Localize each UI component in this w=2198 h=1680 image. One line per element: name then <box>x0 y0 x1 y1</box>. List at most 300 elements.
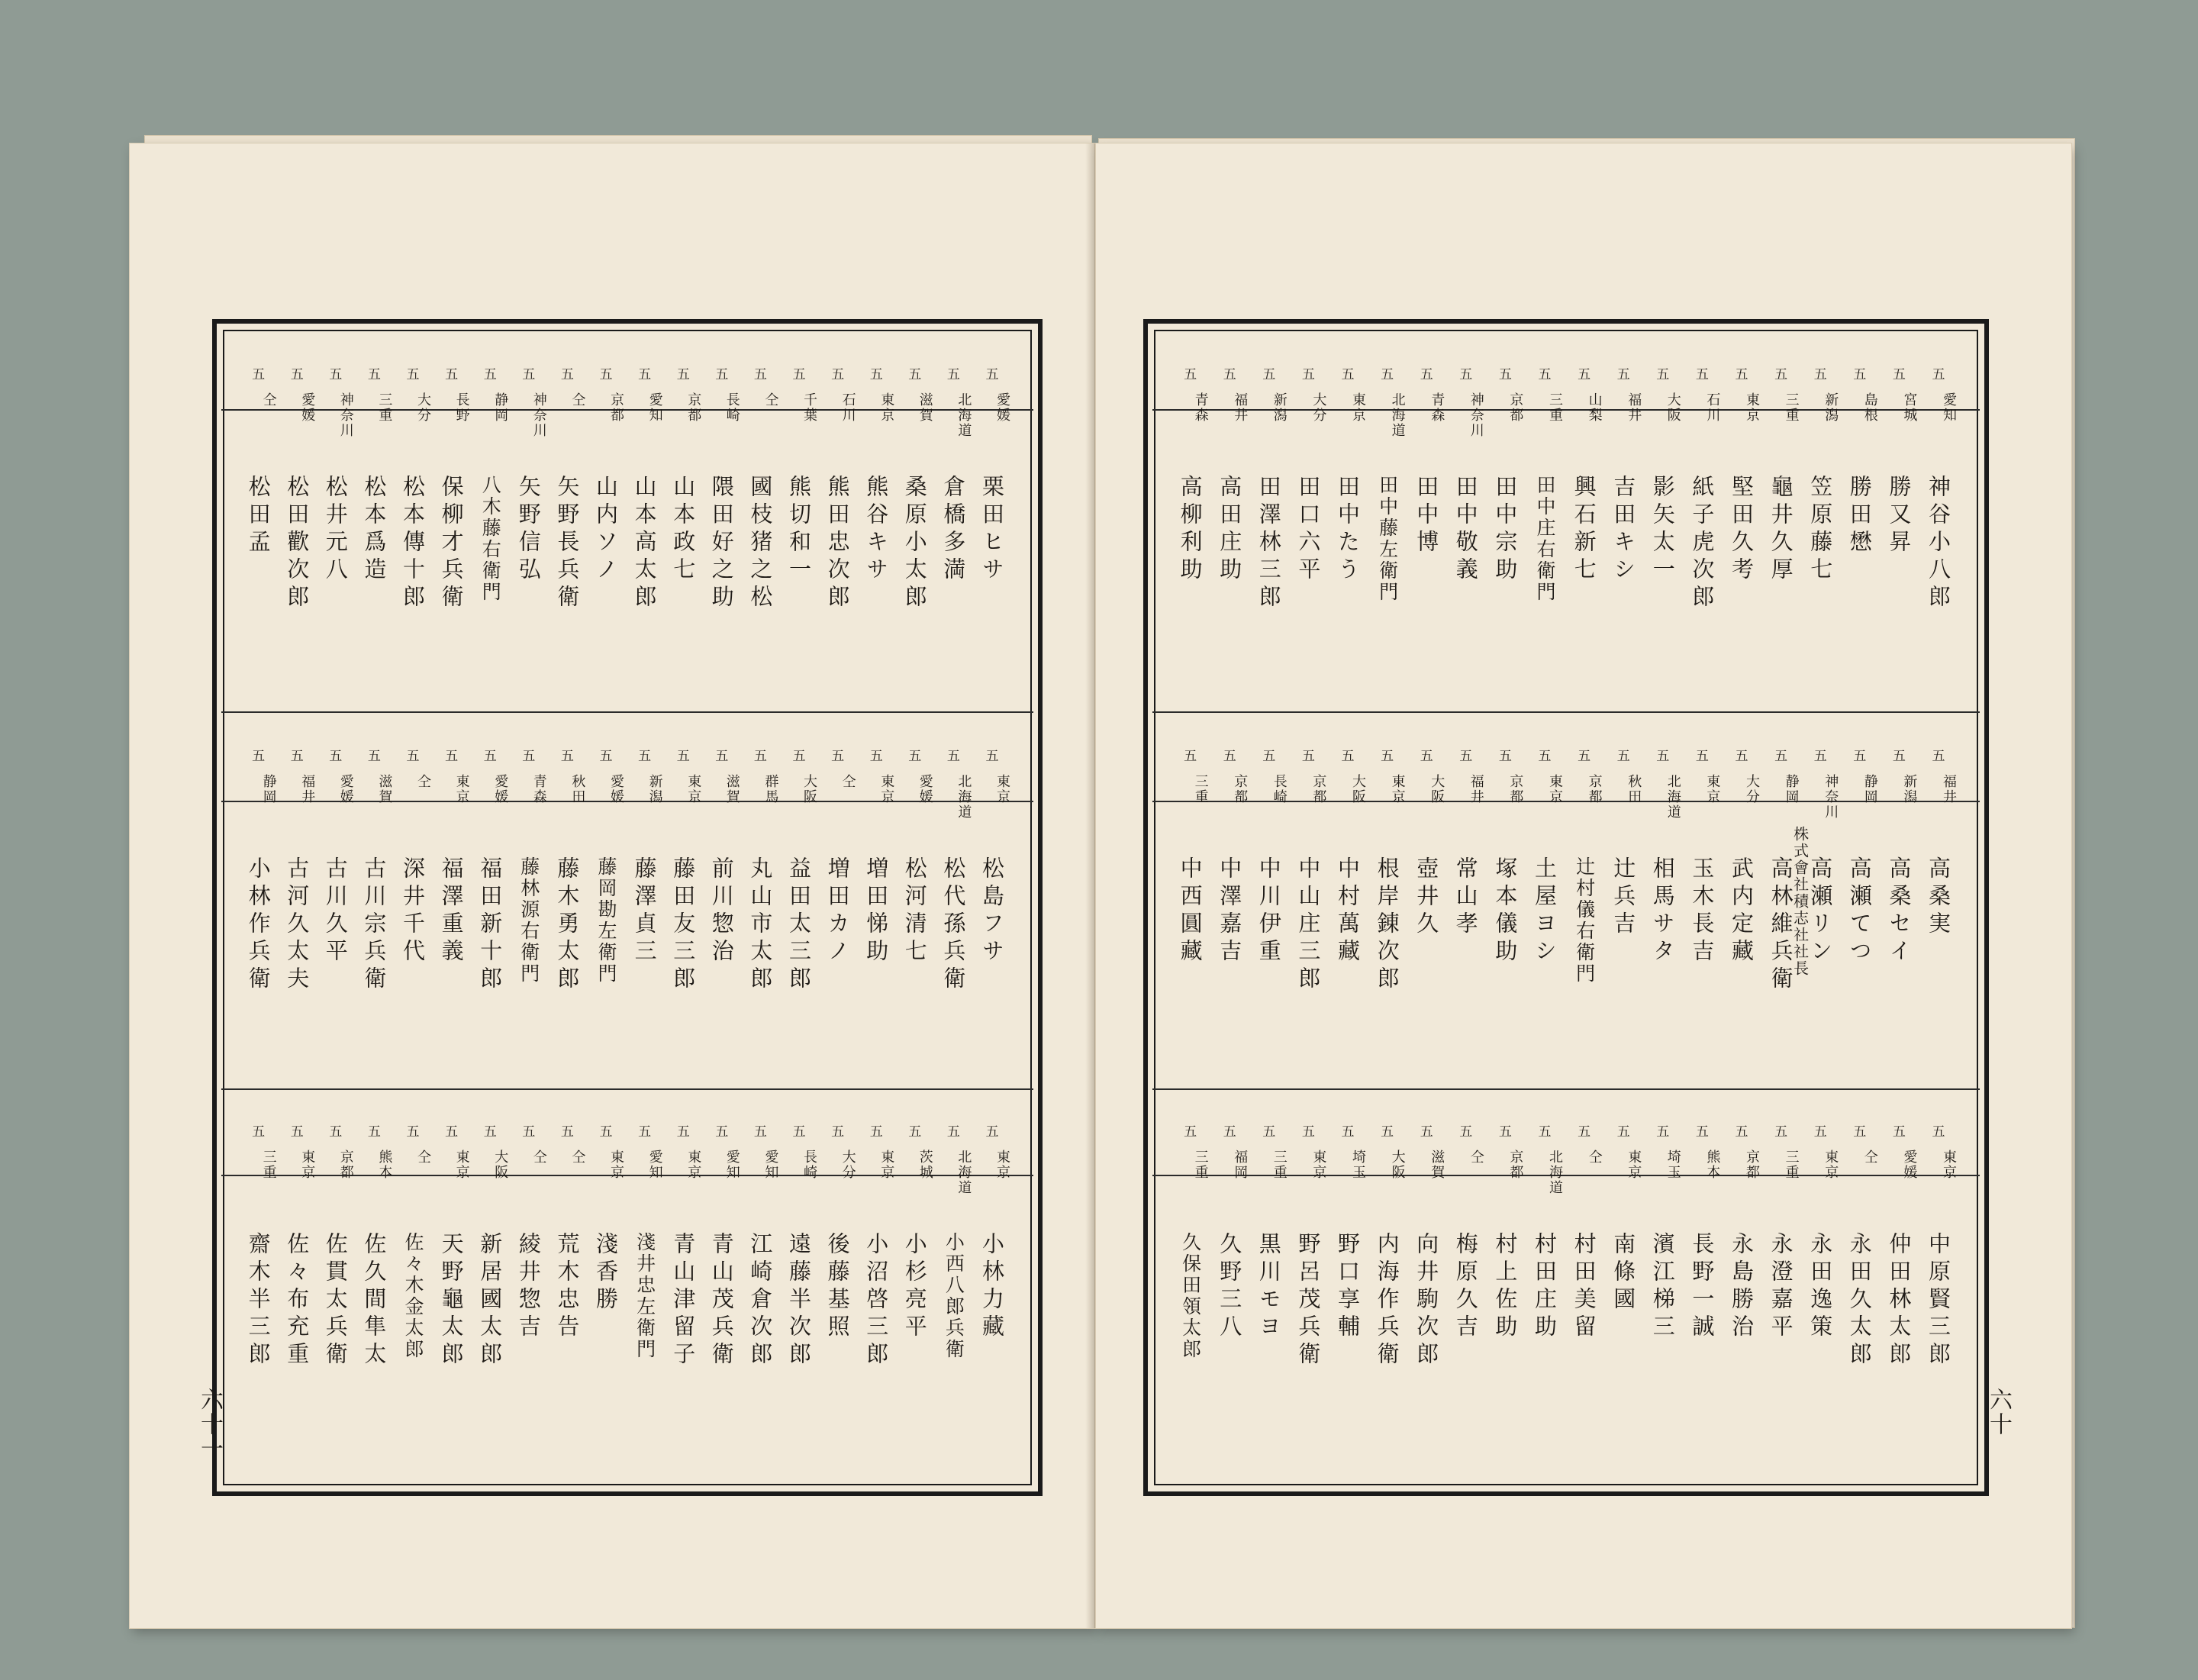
entry-name: 佐貫太兵衛 <box>322 1232 349 1369</box>
prefecture-text: 東京 <box>685 774 702 805</box>
prefecture-text: 愛知 <box>646 392 663 423</box>
prefecture-text: 東京 <box>1547 774 1563 805</box>
prefecture-text: 新潟 <box>1823 392 1839 423</box>
prefecture-text: 仝 <box>1861 1150 1878 1165</box>
entry-prefecture <box>1249 774 1289 805</box>
entry-prefecture <box>933 774 973 820</box>
entry-number: 五 <box>560 1124 574 1140</box>
entry-column <box>1328 1117 1368 1476</box>
entry-number: 五 <box>676 1124 690 1140</box>
entry-prefecture <box>856 392 896 423</box>
entry-name: 田中宗助 <box>1492 475 1519 585</box>
entry-column <box>625 1117 665 1476</box>
entry-name: 前川惣治 <box>708 856 735 966</box>
entry-name: 藤岡勘左衛門 <box>595 856 617 985</box>
prefecture-text: 熊本 <box>376 1150 393 1180</box>
entry-name: 松田孟 <box>245 475 272 557</box>
entry-name: 内海作兵衛 <box>1374 1232 1400 1369</box>
entry-name: 田中敬義 <box>1452 475 1479 585</box>
entry-column <box>1485 360 1525 711</box>
entry-name: 高瀬てつ <box>1846 856 1873 966</box>
entry-number: 五 <box>1774 367 1788 382</box>
entry-number: 五 <box>483 1124 497 1140</box>
rule <box>221 711 1033 713</box>
entry-prefecture <box>856 774 896 805</box>
entry-prefecture <box>1840 392 1880 423</box>
entry-column <box>393 360 433 711</box>
prefecture-text: 京都 <box>608 392 624 423</box>
entry-prefecture <box>1171 774 1210 805</box>
entry-name: 隈田好之助 <box>708 475 735 612</box>
entry-prefecture <box>547 774 587 805</box>
entry-prefecture <box>1446 1150 1486 1165</box>
entry-column <box>1210 360 1249 711</box>
entry-prefecture <box>972 1150 1012 1180</box>
entry-column <box>625 742 665 1085</box>
entry-prefecture <box>818 774 858 789</box>
entry-number: 五 <box>1656 367 1670 382</box>
entry-number: 五 <box>1459 367 1473 382</box>
prefecture-text: 千葉 <box>801 392 817 423</box>
entry-column <box>818 1117 858 1476</box>
entry-prefecture <box>277 774 317 805</box>
entry-name: 村田庄助 <box>1532 1232 1558 1342</box>
prefecture-text: 神奈川 <box>1468 392 1484 438</box>
entry-number: 五 <box>985 749 999 764</box>
entry-column <box>1682 1117 1722 1476</box>
prefecture-text: 三重 <box>376 392 393 423</box>
entry-prefecture <box>239 774 279 805</box>
entry-number: 五 <box>715 749 729 764</box>
entry-name: 保柳才兵衛 <box>438 475 465 612</box>
entry-number: 五 <box>1616 749 1630 764</box>
entry-prefecture <box>779 774 819 805</box>
entry-number: 五 <box>1301 1124 1315 1140</box>
prefecture-text: 秋田 <box>1626 774 1642 805</box>
entry-prefecture <box>740 392 780 408</box>
entry-name: 田中博 <box>1413 475 1440 557</box>
prefecture-text: 福井 <box>1941 774 1957 805</box>
entry-prefecture <box>1919 774 1958 805</box>
entry-prefecture <box>1761 1150 1801 1180</box>
entry-number: 五 <box>560 367 574 382</box>
entry-prefecture <box>933 392 973 438</box>
entry-number: 五 <box>1695 749 1709 764</box>
entry-name: 山本政七 <box>670 475 697 585</box>
entry-number: 五 <box>831 749 845 764</box>
entry-name: 古川宗兵衛 <box>361 856 388 994</box>
entry-prefecture <box>1407 1150 1446 1180</box>
prefecture-text: 滋賀 <box>917 392 933 423</box>
left-page <box>130 143 1094 1628</box>
entry-column <box>316 1117 356 1476</box>
entry-name: 小杉亮平 <box>901 1232 928 1342</box>
entry-prefecture <box>1879 1150 1919 1180</box>
entry-number: 五 <box>329 749 343 764</box>
prefecture-text: 静岡 <box>1861 774 1878 805</box>
entry-prefecture <box>470 392 510 423</box>
entry-number: 五 <box>290 749 304 764</box>
entry-number: 五 <box>1774 1124 1788 1140</box>
entry-number: 五 <box>831 367 845 382</box>
entry-column <box>586 742 626 1085</box>
entry-number: 五 <box>406 749 420 764</box>
entry-number: 五 <box>252 367 266 382</box>
entry-column <box>470 360 510 711</box>
entry-name: 中西圓藏 <box>1177 856 1204 966</box>
entry-number: 五 <box>1853 749 1867 764</box>
entry-prefecture <box>1800 774 1840 820</box>
left-block-2 <box>221 742 1033 1085</box>
entry-number: 五 <box>1184 749 1197 764</box>
prefecture-text: 京都 <box>1310 774 1327 805</box>
entry-name: 高瀬リン <box>1807 856 1834 966</box>
entry-name: 江崎倉次郎 <box>747 1232 774 1369</box>
entry-name: 笠原藤七 <box>1807 475 1834 585</box>
prefecture-text: 大阪 <box>492 1150 509 1180</box>
entry-column <box>1525 1117 1565 1476</box>
entry-name: 八木藤右衛門 <box>479 475 502 603</box>
entry-name: 高田庄助 <box>1217 475 1243 585</box>
entry-column <box>432 360 472 711</box>
entry-prefecture <box>933 1150 973 1195</box>
entry-name: 青山茂兵衛 <box>708 1232 735 1369</box>
entry-column <box>1328 742 1368 1085</box>
entry-number: 五 <box>908 367 922 382</box>
prefecture-text: 仝 <box>569 1150 586 1165</box>
entry-number: 五 <box>1538 367 1552 382</box>
entry-prefecture <box>972 392 1012 423</box>
entry-prefecture <box>547 392 587 408</box>
prefecture-text: 愛媛 <box>337 774 354 805</box>
entry-prefecture <box>586 392 626 423</box>
entry-column <box>779 742 819 1085</box>
entry-name: 松代孫兵衛 <box>940 856 967 994</box>
entry-name: 高桑セイ <box>1886 856 1913 966</box>
entry-number: 五 <box>1735 1124 1748 1140</box>
entry-number: 五 <box>1184 1124 1197 1140</box>
entry-number: 五 <box>1853 367 1867 382</box>
prefecture-text: 仝 <box>530 1150 547 1165</box>
prefecture-text: 大分 <box>415 392 431 423</box>
prefecture-text: 神奈川 <box>1823 774 1839 820</box>
entry-name: 堅田久考 <box>1729 475 1755 585</box>
prefecture-text: 愛知 <box>646 1150 663 1180</box>
entry-prefecture <box>239 392 279 408</box>
entry-column <box>1565 742 1604 1085</box>
entry-name: 久野三八 <box>1217 1232 1243 1342</box>
entry-number: 五 <box>599 367 613 382</box>
entry-column <box>1368 360 1407 711</box>
entry-name: 田口六平 <box>1295 475 1322 585</box>
entry-number: 五 <box>1578 1124 1591 1140</box>
entry-number: 五 <box>290 1124 304 1140</box>
entry-prefecture <box>1525 1150 1565 1195</box>
entry-number: 五 <box>1616 1124 1630 1140</box>
entry-column <box>818 360 858 711</box>
entry-name: 藤林源右衛門 <box>517 856 540 985</box>
entry-prefecture <box>1603 774 1643 805</box>
entry-prefecture <box>895 774 935 805</box>
entry-prefecture <box>509 392 549 438</box>
entry-prefecture <box>432 392 472 423</box>
prefecture-text: 神奈川 <box>337 392 354 438</box>
entry-number: 五 <box>1301 367 1315 382</box>
entry-name: 辻兵吉 <box>1610 856 1637 939</box>
entry-prefecture <box>818 392 858 423</box>
entry-prefecture <box>972 774 1012 805</box>
entry-number: 五 <box>445 367 459 382</box>
left-folio: 六十一 <box>196 1388 223 1461</box>
entry-name: 向井駒次郎 <box>1413 1232 1440 1369</box>
entry-number: 五 <box>1498 749 1512 764</box>
entry-prefecture <box>1210 392 1249 423</box>
entry-name: 久保田領太郎 <box>1179 1232 1202 1360</box>
left-frame <box>212 319 1043 1496</box>
entry-prefecture <box>1643 1150 1683 1180</box>
prefecture-text: 神奈川 <box>530 392 547 438</box>
entry-column <box>239 360 279 711</box>
entry-name: 栗田ヒサ <box>979 475 1005 585</box>
entry-number: 五 <box>676 367 690 382</box>
entry-prefecture <box>663 1150 703 1180</box>
entry-column <box>1288 742 1328 1085</box>
entry-number: 五 <box>638 1124 652 1140</box>
entry-number: 五 <box>1813 367 1827 382</box>
entry-prefecture <box>1525 392 1565 423</box>
entry-number: 五 <box>406 367 420 382</box>
entry-column <box>1919 360 1958 711</box>
entry-column <box>1643 742 1683 1085</box>
entry-prefecture <box>1879 392 1919 423</box>
entry-prefecture <box>1288 774 1328 805</box>
entry-name: 福澤重義 <box>438 856 465 966</box>
entry-prefecture <box>1879 774 1919 805</box>
prefecture-text: 長崎 <box>1271 774 1288 805</box>
right-block-3 <box>1152 1117 1980 1476</box>
entry-column <box>1288 360 1328 711</box>
entry-number: 五 <box>1341 749 1355 764</box>
prefecture-text: 東京 <box>878 392 895 423</box>
entry-number: 五 <box>1301 749 1315 764</box>
entry-column <box>972 360 1012 711</box>
entry-name: 青山津留子 <box>670 1232 697 1369</box>
entry-prefecture <box>1643 392 1683 423</box>
entry-name: 塚本儀助 <box>1492 856 1519 966</box>
entry-prefecture <box>1761 774 1801 805</box>
entry-prefecture <box>1210 774 1249 805</box>
entry-name: 龜井久厚 <box>1768 475 1794 585</box>
entry-name: 淺井忠左衛門 <box>633 1232 656 1360</box>
prefecture-text: 静岡 <box>492 392 509 423</box>
entry-column <box>1249 360 1289 711</box>
entry-column <box>1565 360 1604 711</box>
right-page <box>1096 143 2071 1628</box>
entry-column <box>547 360 587 711</box>
entry-column <box>933 1117 973 1476</box>
entry-column <box>432 742 472 1085</box>
entry-number: 五 <box>1381 1124 1394 1140</box>
entry-name: 吉田キシ <box>1610 475 1637 585</box>
entry-prefecture <box>432 774 472 805</box>
entry-number: 五 <box>560 749 574 764</box>
prefecture-text: 北海道 <box>1665 774 1681 820</box>
entry-name: 藤田友三郎 <box>670 856 697 994</box>
prefecture-text: 長崎 <box>724 392 740 423</box>
entry-number: 五 <box>946 749 960 764</box>
entry-number: 五 <box>831 1124 845 1140</box>
entry-name: 永田逸策 <box>1807 1232 1834 1342</box>
entry-prefecture <box>1328 392 1368 423</box>
entry-number: 五 <box>985 1124 999 1140</box>
entry-number: 五 <box>792 367 806 382</box>
entry-name: 土屋ヨシ <box>1532 856 1558 966</box>
entry-number: 五 <box>869 749 883 764</box>
prefecture-text: 北海道 <box>956 1150 972 1195</box>
entry-number: 五 <box>1892 367 1906 382</box>
entry-name: 辻村儀右衛門 <box>1573 856 1596 985</box>
entry-prefecture <box>1485 774 1525 805</box>
entry-column <box>625 360 665 711</box>
entry-prefecture <box>663 392 703 423</box>
entry-column <box>1210 742 1249 1085</box>
entry-column <box>856 1117 896 1476</box>
prefecture-text: 東京 <box>878 774 895 805</box>
entry-column <box>1643 1117 1683 1476</box>
entry-number: 五 <box>1892 1124 1906 1140</box>
entry-prefecture <box>1288 392 1328 423</box>
entry-column <box>393 1117 433 1476</box>
entry-number: 五 <box>792 1124 806 1140</box>
entry-column <box>1525 360 1565 711</box>
prefecture-text: 茨城 <box>917 1150 933 1180</box>
entry-name: 常山孝 <box>1452 856 1479 939</box>
entry-prefecture <box>1682 392 1722 423</box>
entry-column <box>663 1117 703 1476</box>
entry-number: 五 <box>1578 749 1591 764</box>
entry-column <box>509 360 549 711</box>
entry-column <box>1171 742 1210 1085</box>
entry-number: 五 <box>1932 1124 1945 1140</box>
entry-prefecture <box>1249 392 1289 423</box>
entry-number: 五 <box>1932 367 1945 382</box>
entry-column <box>663 742 703 1085</box>
entry-name: 松本傳十郎 <box>400 475 426 612</box>
entry-prefecture <box>1368 392 1407 438</box>
prefecture-text: 三重 <box>1783 392 1800 423</box>
entry-column <box>239 1117 279 1476</box>
right-frame <box>1143 319 1989 1496</box>
entry-number: 五 <box>1656 749 1670 764</box>
entry-prefecture <box>1565 774 1604 805</box>
entry-prefecture <box>1171 1150 1210 1180</box>
entry-column <box>1171 360 1210 711</box>
entry-number: 五 <box>1735 367 1748 382</box>
entry-name: 齋木半三郎 <box>245 1232 272 1369</box>
entry-name: 永島勝治 <box>1729 1232 1755 1342</box>
prefecture-text: 静岡 <box>260 774 277 805</box>
entry-column <box>1879 742 1919 1085</box>
entry-column <box>1368 742 1407 1085</box>
entry-column <box>547 742 587 1085</box>
prefecture-text: 東京 <box>608 1150 624 1180</box>
entry-number: 五 <box>1262 1124 1276 1140</box>
prefecture-text: 仝 <box>1586 1150 1603 1165</box>
entry-name: 田中たう <box>1335 475 1361 585</box>
entry-prefecture <box>1682 774 1722 805</box>
entry-prefecture <box>547 1150 587 1165</box>
prefecture-text: 青森 <box>1429 392 1445 423</box>
entry-prefecture <box>1210 1150 1249 1180</box>
entry-name: 國枝猪之松 <box>747 475 774 612</box>
entry-name: 松田歡次郎 <box>284 475 311 612</box>
prefecture-text: 愛媛 <box>492 774 509 805</box>
prefecture-text: 三重 <box>1271 1150 1288 1180</box>
prefecture-text: 大阪 <box>1389 1150 1406 1180</box>
entry-column <box>1603 1117 1643 1476</box>
entry-number: 五 <box>445 749 459 764</box>
entry-column <box>972 1117 1012 1476</box>
entry-prefecture <box>1800 392 1840 423</box>
prefecture-text: 北海道 <box>956 774 972 820</box>
entry-name: 田中藤左衛門 <box>1376 475 1399 603</box>
entry-name: 倉橋多満 <box>940 475 967 585</box>
entry-column <box>1840 360 1880 711</box>
prefecture-text: 石川 <box>1704 392 1721 423</box>
prefecture-text: 三重 <box>1783 1150 1800 1180</box>
entry-number: 五 <box>1538 749 1552 764</box>
entry-prefecture <box>1603 392 1643 423</box>
entry-number: 五 <box>522 367 536 382</box>
entry-number: 五 <box>1498 367 1512 382</box>
entry-name: 梅原久吉 <box>1452 1232 1479 1342</box>
rule <box>1152 1088 1980 1090</box>
entry-number: 五 <box>367 1124 381 1140</box>
entry-column <box>547 1117 587 1476</box>
entry-name: 矢野信弘 <box>515 475 542 585</box>
entry-name: 小林作兵衛 <box>245 856 272 994</box>
entry-column <box>1603 360 1643 711</box>
entry-column <box>354 360 394 711</box>
entry-prefecture <box>239 1150 279 1180</box>
entry-prefecture <box>1328 1150 1368 1180</box>
prefecture-text: 京都 <box>1586 774 1603 805</box>
entry-number: 五 <box>1459 1124 1473 1140</box>
entry-column <box>1446 1117 1486 1476</box>
prefecture-text: 福井 <box>299 774 316 805</box>
entry-name: 小林力藏 <box>979 1232 1005 1342</box>
entry-name: 古川久平 <box>322 856 349 966</box>
prefecture-text: 大阪 <box>801 774 817 805</box>
entry-column <box>316 742 356 1085</box>
entry-name: 新居國太郎 <box>477 1232 504 1369</box>
prefecture-text: 新潟 <box>1901 774 1918 805</box>
prefecture-text: 大阪 <box>1665 392 1681 423</box>
entry-prefecture <box>470 774 510 805</box>
left-block-1 <box>221 360 1033 711</box>
entry-column <box>1919 742 1958 1085</box>
entry-number: 五 <box>985 367 999 382</box>
right-block-1 <box>1152 360 1980 711</box>
entry-name: 根岸錬次郎 <box>1374 856 1400 994</box>
prefecture-text: 東京 <box>1626 1150 1642 1180</box>
entry-prefecture <box>354 392 394 423</box>
entry-column <box>856 360 896 711</box>
entry-name: 南條國 <box>1610 1232 1637 1314</box>
entry-number: 五 <box>599 749 613 764</box>
prefecture-text: 愛媛 <box>299 392 316 423</box>
entry-prefecture <box>316 1150 356 1180</box>
